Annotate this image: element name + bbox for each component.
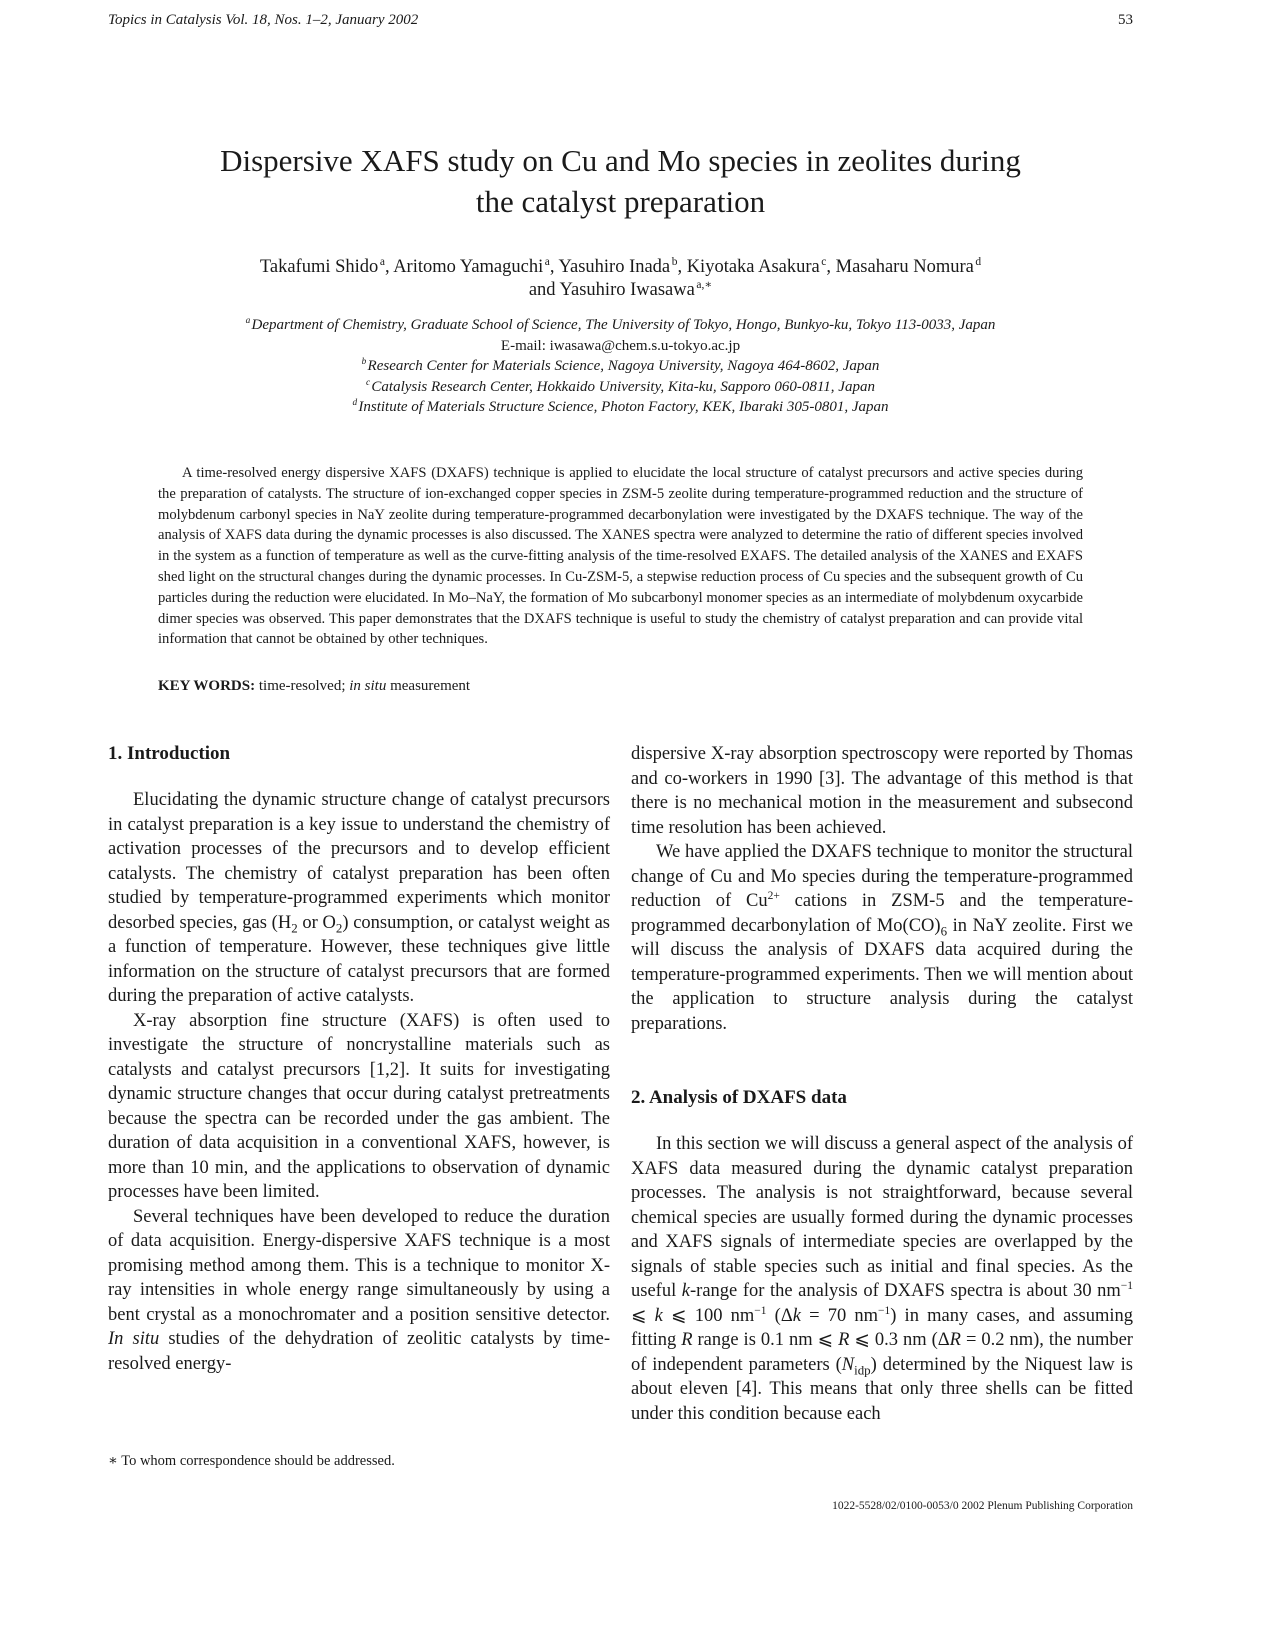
author-name: Yasuhiro Inada bbox=[558, 257, 671, 277]
affiliation-mark: d bbox=[352, 398, 358, 408]
affiliation-mark: b bbox=[361, 357, 367, 367]
correspondence-footnote: ∗ To whom correspondence should be addressed. bbox=[108, 1453, 395, 1469]
keywords bbox=[158, 678, 1083, 695]
author-affiliation-mark: a bbox=[544, 255, 550, 268]
intro-paragraph-1: Elucidating the dynamic structure change of catalyst precursors in catalyst preparation is a key issue to understand the chemistry of activation processes of the precursors and to develop efficient catalysts. The chemistry of catalyst preparation has been often studied by temperature-programmed experiments which monitor desorbed species, gas ($H_2$ or $O_2$) consumption, or catalyst weight as a function of temperature. However, these techniques give little information on the structure of catalyst precursors that are formed during the preparation of active catalysts. bbox=[108, 790, 610, 1006]
analysis-paragraph-1: In this section we will discuss a general aspect of the analysis of XAFS data measured during the dynamic catalyst preparation processes. The analysis is not straightforward, because several chemical species are usually formed during the dynamic processes and XAFS signals of intermediate species are overlapped by the signals of stable species such as initial and final species. As the useful k-range for the analysis of DXAFS spectra is about 30 $nm^{-1}$ ⩽ k ⩽ 100 $nm^{-1}$ (Δk = 70 $nm^{-1}$) in many cases, and assuming fitting R range is 0.1 nm ⩽ R ⩽ 0.3 nm (ΔR = 0.2 nm), the number of independent parameters $(N_{idp})$ determined by the Niquest law is about eleven [4]. This means that only three shells can be fitted under this condition because each bbox=[631, 1134, 1133, 1424]
page-number: 53 bbox=[1118, 12, 1133, 28]
author-affiliation-mark: c bbox=[821, 255, 827, 268]
author-name: Takafumi Shido bbox=[259, 257, 379, 277]
intro-paragraph-3: Several techniques have been developed to reduce the duration of data acquisition. Energy-dispersive XAFS technique is a most promising method among them. This is a technique to monitor X-ray intensities in whole energy range simultaneously by using a bent crystal as a monochromater and a position sensitive detector. In situ studies of the dehydration of zeolitic catalysts by time-resolved energy- bbox=[108, 1206, 610, 1374]
title-line-2: the catalyst preparation bbox=[475, 184, 766, 219]
keywords-label: KEY WORDS: bbox=[158, 678, 256, 694]
running-head bbox=[108, 12, 1133, 36]
affiliation-mark: c bbox=[366, 377, 371, 388]
abstract-text: A time-resolved energy dispersive XAFS (DXAFS) technique is applied to elucidate the local structure of catalyst precursors and active species during the preparation of catalysts. The structure of ion-exchanged copper species in ZSM-5 zeolite during temperature-programmed reduction and the structure of molybdenum carbonyl species in NaY zeolite during temperature-programmed decarbonylation were investigated by the DXAFS technique. The way of the analysis of XAFS data during the dynamic processes is also discussed. The XANES spectra were analyzed to determine the ratio of different species involved in the system as a function of temperature as well as the curve-fitting analysis of the time-resolved EXAFS. The detailed analysis of the XANES and EXAFS shed light on the structural changes during the dynamic processes. In Cu-ZSM-5, a stepwise reduction process of Cu species and the subsequent growth of Cu particles during the reduction were elucidated. In Mo–NaY, the formation of Mo subcarbonyl monomer species as an intermediate of molybdenum oxycarbide dimer species was observed. This paper demonstrates that the DXAFS technique is useful to study the chemistry of catalyst preparation and can provide vital information that cannot be obtained by other techniques. bbox=[158, 465, 1083, 648]
author-email: E-mail: iwasawa@chem.s.u-tokyo.ac.jp bbox=[500, 337, 741, 354]
affiliation-d: $^d$ Institute of Materials Structure Science, Photon Factory, KEK, Ibaraki 305-0801, Japan bbox=[352, 398, 889, 415]
author-affiliation-mark: d bbox=[975, 255, 982, 268]
keyword: time-resolved; bbox=[258, 678, 346, 694]
intro-paragraph-2: X-ray absorption fine structure (XAFS) is often used to investigate the structure of noncrystalline materials such as catalysts and catalyst precursors [1,2]. It suits for investigating dynamic structure changes that occur during catalyst pretreatments because the spectra can be recorded under the gas ambient. The duration of data acquisition in a conventional XAFS, however, is more than 10 min, and the applications to observation of dynamic processes have been limited. bbox=[108, 1010, 610, 1202]
right-column bbox=[631, 742, 1133, 1426]
author-conjunction: and bbox=[528, 280, 556, 300]
author-affiliation-mark: a bbox=[379, 255, 385, 268]
copyright-footer: 1022-5528/02/0100-0053/0 2002 Plenum Publishing Corporation bbox=[832, 1500, 1133, 1512]
section-heading-introduction: 1. Introduction bbox=[108, 743, 231, 764]
abstract bbox=[158, 463, 1083, 650]
affiliation-mark: a bbox=[245, 316, 251, 326]
intro-paragraph-3-continued: dispersive X-ray absorption spectroscopy were reported by Thomas and co-workers in 1990 [3]. The advantage of this method is that there is no mechanical motion in the measurement and subsecond time resolution has been achieved. bbox=[631, 744, 1133, 838]
author-affiliation-mark: b bbox=[671, 255, 678, 268]
paper-title bbox=[108, 140, 1133, 222]
keyword: measurement bbox=[390, 678, 471, 694]
affiliation-a: $^a$ Department of Chemistry, Graduate School of Science, The University of Tokyo, Hongo, Bunkyo-ku, Tokyo 113-0033, Japan bbox=[245, 316, 996, 333]
author-name: Kiyotaka Asakura bbox=[686, 257, 820, 277]
keyword-italic: in situ bbox=[349, 678, 387, 694]
author-name: Masaharu Nomura bbox=[835, 257, 974, 277]
affiliation-c: $^c$ Catalysis Research Center, Hokkaido University, Kita-ku, Sapporo 060-0811, Japan bbox=[366, 377, 875, 395]
author-affiliation-mark: a,∗ bbox=[696, 278, 713, 291]
author-name: Aritomo Yamaguchi bbox=[393, 257, 544, 277]
author-list: Takafumi Shido $^a$, Aritomo Yamaguchi $^a$, Yasuhiro Inada $^b$, Kiyotaka Asakura $^c$, Masaharu Nomura $^d$ and Yasuhiro Iwasawa $^{a,∗}$ bbox=[259, 255, 982, 300]
section-heading-analysis: 2. Analysis of DXAFS data bbox=[631, 1087, 847, 1108]
intro-paragraph-4: We have applied the DXAFS technique to monitor the structural change of Cu and Mo species during the temperature-programmed reduction of $Cu^{2+}$ cations in ZSM-5 and the temperature-programmed decarbonylation of $Mo(CO)_6$ in NaY zeolite. First we will discuss the analysis of DXAFS data acquired during the temperature-programmed experiments. Then we will mention about the application to structure analysis during the catalyst preparations. bbox=[631, 842, 1133, 1034]
left-column bbox=[108, 742, 610, 1376]
title-line-1: Dispersive XAFS study on Cu and Mo species in zeolites during bbox=[220, 143, 1021, 178]
affiliation-b: $^b$ Research Center for Materials Science, Nagoya University, Nagoya 464-8602, Japan bbox=[361, 357, 880, 374]
journal-citation: Topics in Catalysis Vol. 18, Nos. 1–2, January 2002 bbox=[108, 12, 419, 28]
affiliations bbox=[108, 315, 1133, 418]
author-name: Yasuhiro Iwasawa bbox=[559, 280, 695, 300]
